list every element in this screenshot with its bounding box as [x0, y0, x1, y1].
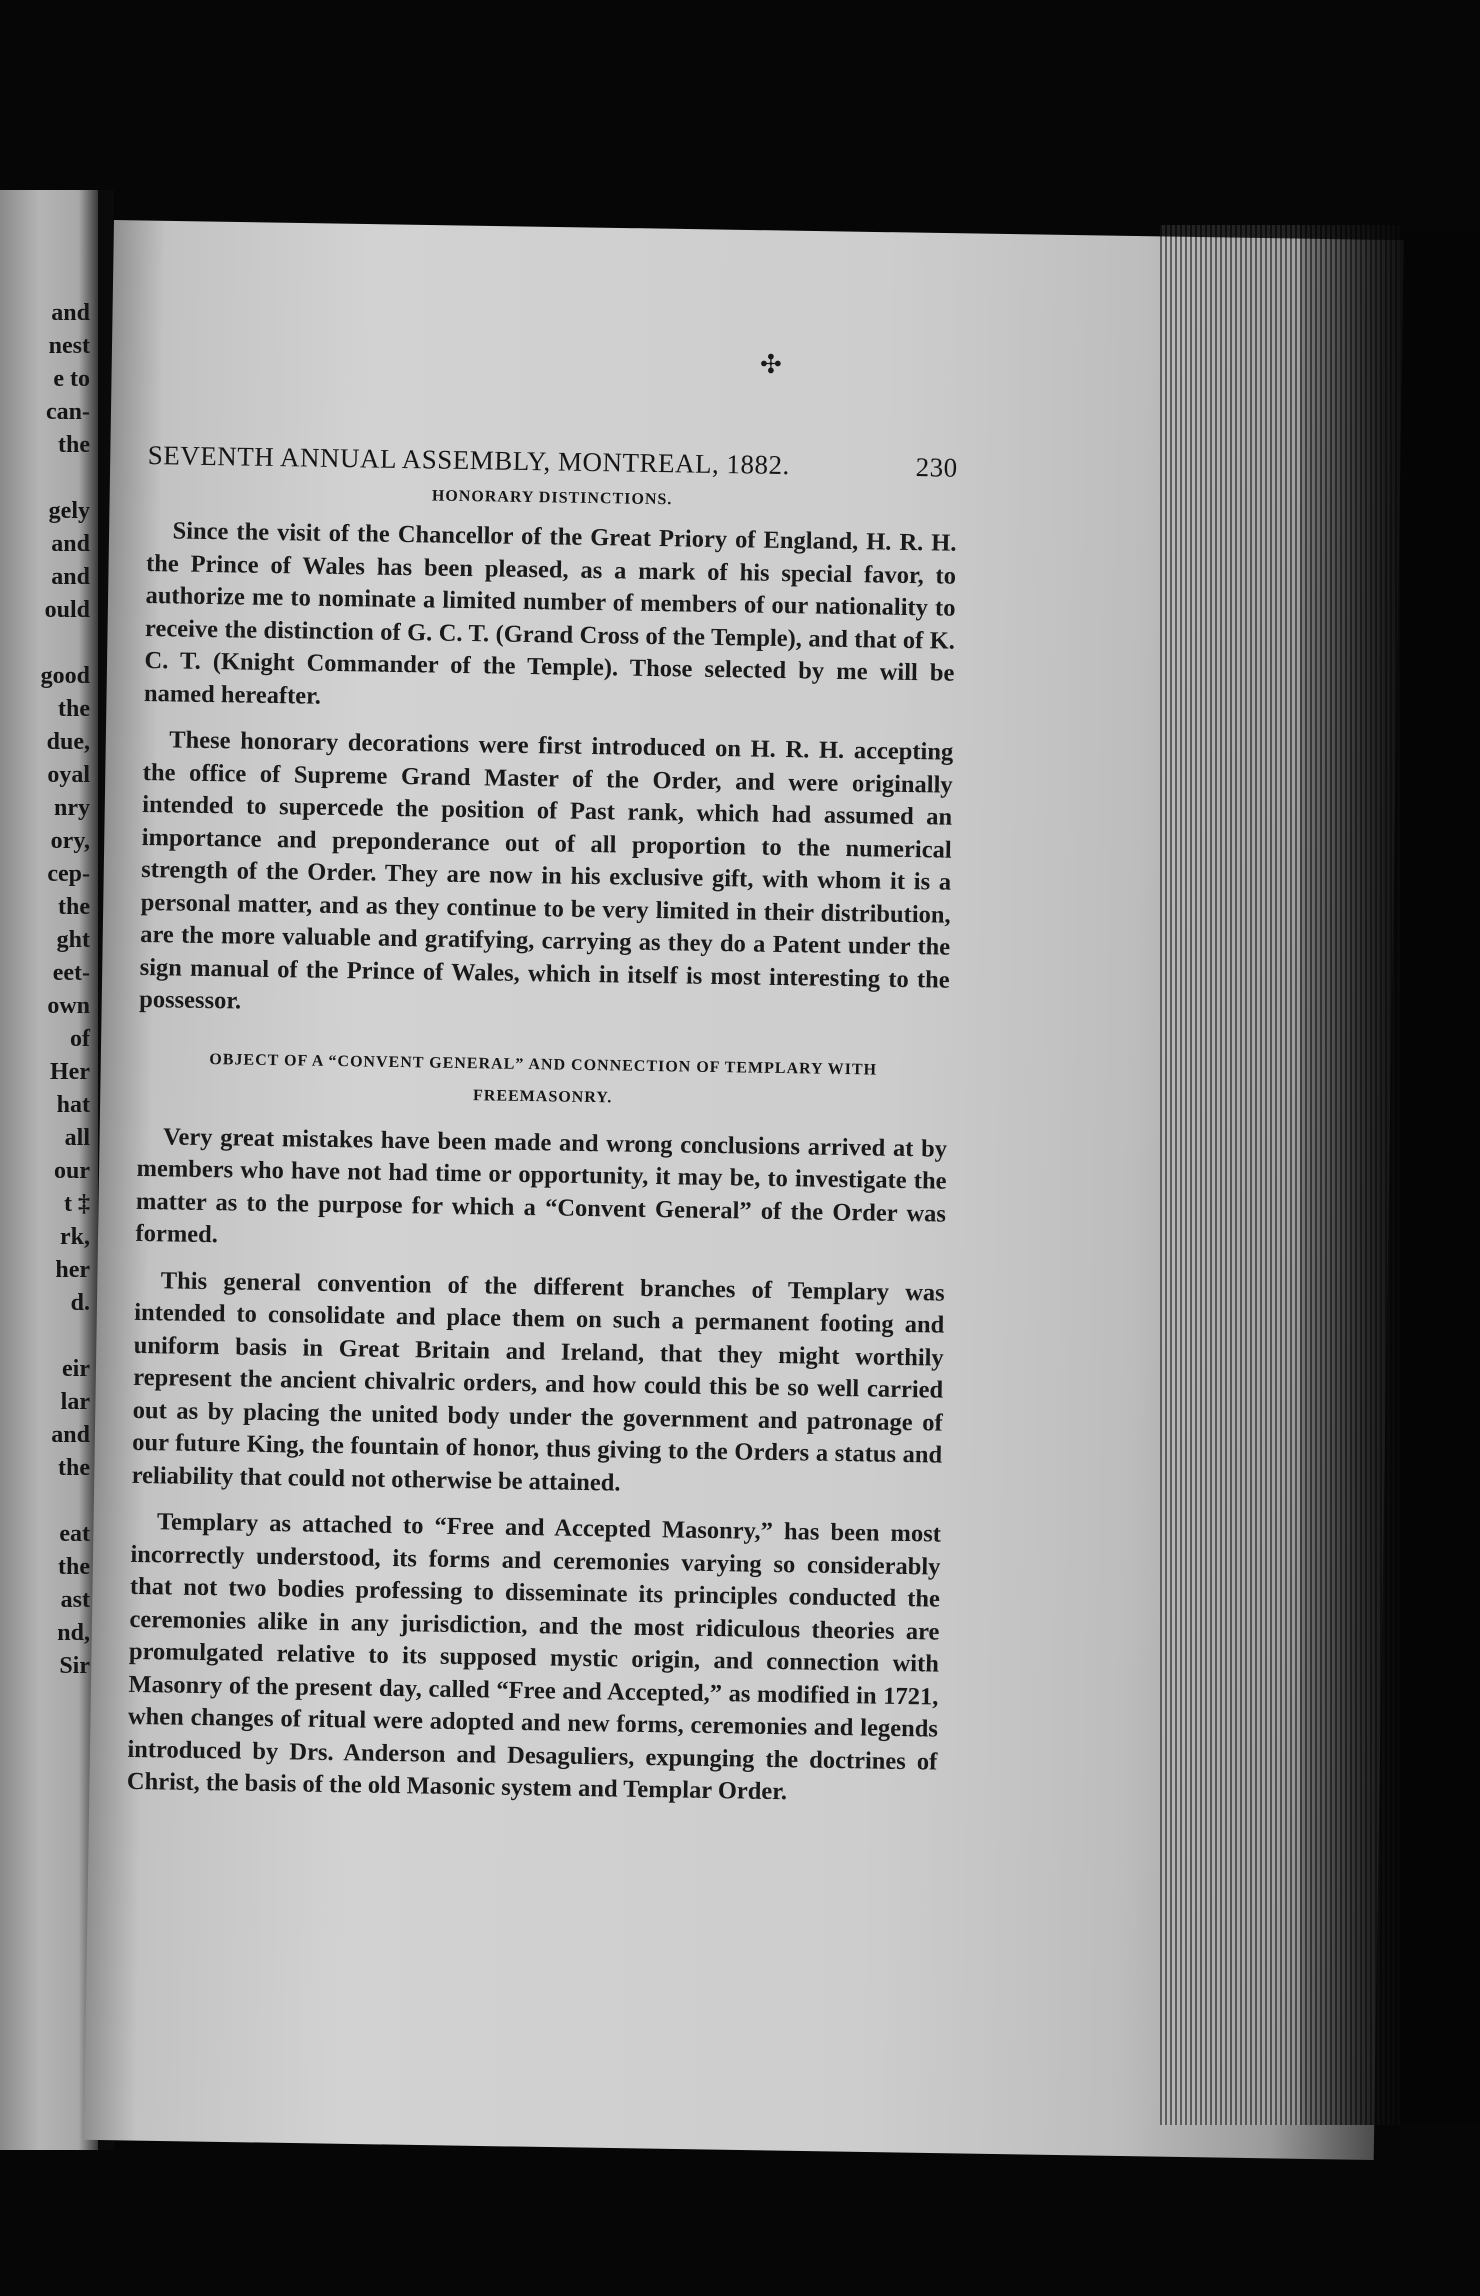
previous-page-line: good: [40, 663, 90, 689]
previous-page-line: oyal: [47, 762, 90, 788]
previous-page-line: and: [51, 531, 90, 557]
page-edge-shadow: [1300, 225, 1480, 2125]
previous-page-line: ory,: [50, 828, 90, 854]
previous-page-line: the: [58, 894, 90, 920]
paragraph: Very great mistakes have been made and wrong conclusions arrived at by members who have not had time or opportunity, it may be, to investigate the matter as to the purpose for which a “Convent General” of the Order was formed.: [135, 1122, 948, 1249]
section-honorary: [139, 483, 957, 1029]
previous-page-line: all: [64, 1125, 90, 1151]
section-convent-general: [127, 1042, 949, 1811]
previous-page-line: the: [58, 1455, 90, 1481]
previous-page-line: ould: [44, 597, 90, 623]
page-content: [126, 440, 957, 1825]
previous-page-line: nry: [54, 795, 90, 821]
paragraph: These honorary decorations were first introduced on H. R. H. accepting the office of Supreme Grand Master of the Order, and were originally intended to supercede the position of Past rank, which had assumed an importance and preponderance out of all proportion to the numerical strength of the Order. They are now in his exclusive gift, with whom it is a personal matter, and as they continue to be very limited in their distribution, are the more valuable and gratifying, carrying as they do a Patent under the sign manual of the Prince of Wales, which in itself is most interesting to the possessor.: [138, 726, 954, 1015]
previous-page-line: lar: [60, 1389, 90, 1415]
previous-page-line: can-: [46, 399, 90, 425]
section-title: OBJECT OF A “CONVENT GENERAL” AND CONNECTION OF TEMPLARY WITH FREEMASONRY.: [209, 1050, 878, 1106]
previous-page-line: the: [58, 1554, 90, 1580]
previous-page-line: the: [58, 696, 90, 722]
previous-page-line: e to: [53, 366, 90, 392]
previous-page-line: and: [51, 564, 90, 590]
previous-page-line: the: [58, 432, 90, 458]
page-number: 230: [915, 452, 958, 483]
previous-page-line: eat: [59, 1521, 90, 1547]
previous-page-line: d.: [70, 1290, 90, 1316]
previous-page-line: rk,: [60, 1224, 90, 1250]
paragraph: Since the visit of the Chancellor of the Great Priory of England, H. R. H. the Prince of Wales has been pleased, as a mark of his special favor, to authorize me to nominate a limited number of members of our nationality to receive the distinction of G. C. T. (Grand Cross of the Temple), and that of K. C. T. (Knight Commander of the Temple). Those selected by me will be named hereafter.: [143, 517, 957, 710]
previous-page-line: ght: [56, 927, 90, 953]
previous-page-line: Her: [50, 1059, 90, 1085]
previous-page-line: ast: [60, 1587, 90, 1613]
previous-page-line: nd,: [57, 1620, 90, 1646]
previous-page-line: t ‡: [64, 1191, 90, 1217]
previous-page-line: hat: [56, 1092, 90, 1118]
previous-page-line: nest: [48, 333, 90, 359]
paragraph: This general convention of the different branches of Templary was intended to consolidate and place them on such a permanent footing and uniform basis in Great Britain and Ireland, that they might worthily represent the ancient chivalric orders, and how could this be so well carried out as by placing the united body under the government and patronage of our future King, the fountain of honor, thus giving to the Orders a status and reliability that could not otherwise be attained.: [131, 1266, 945, 1497]
previous-page-line: of: [70, 1026, 90, 1052]
previous-page-line: cep-: [47, 861, 90, 887]
previous-page-line: and: [51, 300, 90, 326]
previous-page-line: and: [51, 1422, 90, 1448]
previous-page-line: due,: [46, 729, 90, 755]
previous-page-line: our: [54, 1158, 90, 1184]
previous-page-line: eir: [62, 1356, 90, 1382]
running-head-title: SEVENTH ANNUAL ASSEMBLY, MONTREAL, 1882.: [147, 440, 791, 481]
previous-page-line: own: [47, 993, 90, 1019]
previous-page-line: Sir: [59, 1653, 90, 1679]
previous-page-line: eet-: [52, 960, 90, 986]
previous-page-line: gely: [48, 498, 90, 524]
section-title: HONORARY DISTINCTIONS.: [431, 487, 673, 509]
paragraph: Templary as attached to “Free and Accepted Masonry,” has been most incorrectly understood, its forms and ceremonies varying so considerably that not two bodies professing to disseminate its principles conducted the ceremonies alike in any jurisdiction, and the most ridiculous theories are promulgated relative to its supposed mystic origin, and connection with Masonry of the present day, called “Free and Accepted,” as modified in 1721, when changes of ritual were adopted and new forms, ceremonies and legends introduced by Drs. Anderson and Desaguliers, expunging the doctrines of Christ, the basis of the old Masonic system and Templar Order.: [126, 1508, 942, 1806]
previous-page-line: her: [55, 1257, 90, 1283]
ink-mark: ✣: [760, 350, 782, 380]
